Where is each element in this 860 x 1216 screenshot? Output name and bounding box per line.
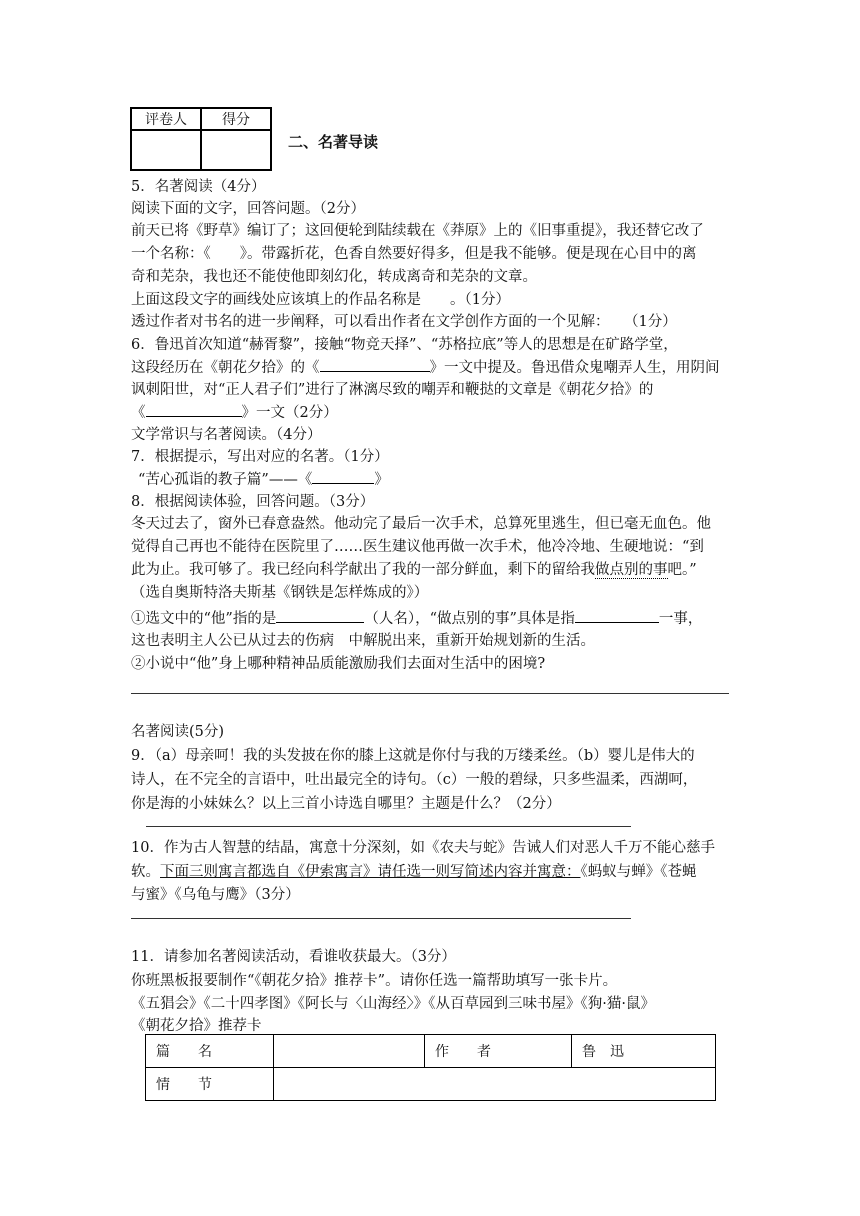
recommend-card	[145, 1034, 716, 1101]
q10-text: 《蚂蚁与蝉》《苍蝇	[580, 864, 697, 880]
q11-line: 《五猖会》《二十四孝图》《阿长与〈山海经〉》《从百草园到三味书屋》《狗·猫·鼠》	[131, 996, 655, 1012]
q5-passage-line: 一个名称：《 》。带露折花，色香自然要好得多，但是我不能够。便是现在心目中的离	[131, 246, 697, 262]
q5-passage-line: 奇和芜杂，我也还不能使他即刻幻化，转成离奇和芜杂的文章。	[131, 269, 537, 285]
q8-passage-line: 冬天过去了，窗外已春意盎然。他动完了最后一次手术，总算死里逃生，但已毫无血色。他	[131, 516, 711, 532]
q8-text: 吧。”	[667, 562, 697, 578]
q8-text: （人名），“做点别的事”具体是指	[364, 611, 575, 627]
q6-line	[131, 357, 720, 378]
answer-line[interactable]	[131, 918, 631, 919]
card-author-value: 鲁 迅	[572, 1035, 716, 1068]
q8-source: （选自奥斯特洛夫斯基《钢铁是怎样炼成的》）	[131, 585, 429, 601]
q8-text: 此为止。我可够了。我已经向科学献出了我的一部分鲜血，剩下的留给我	[131, 562, 595, 578]
q10-line: 与蜜》《乌龟与鹰》（3分）	[131, 887, 300, 903]
section-title: 二、名著导读	[288, 133, 379, 151]
q5-passage-line: 前天已将《野草》编订了；这回便轮到陆续载在《莽原》上的《旧事重提》，我还替它改了	[131, 223, 704, 239]
q10-line: 10．作为古人智慧的结晶，寓意十分深刻，如《农夫与蛇》告诫人们对恶人千万不能心慈手	[131, 840, 715, 856]
answer-blank[interactable]	[320, 357, 430, 372]
q5-sub2: 透过作者对书名的进一步阐释，可以看出作者在文学创作方面的一个见解： （1分）	[131, 314, 677, 330]
q8-passage-line: 觉得自己再也不能待在医院里了……医生建议他再做一次手术，他冷冷地、生硬地说：“到	[131, 539, 704, 555]
q7-hint	[138, 469, 389, 490]
q5-sub1: 上面这段文字的画线处应该填上的作品名称是 。（1分）	[131, 292, 510, 308]
reviewer-header: 评卷人	[131, 108, 201, 130]
q8-question: 8．根据阅读体验，回答问题。（3分）	[131, 494, 375, 510]
q6-line	[131, 402, 338, 423]
q10-text: 软。	[131, 864, 160, 880]
q6-line: 讽刺阳世，对“正人君子们”进行了淋漓尽致的嘲弄和鞭挞的文章是《朝花夕拾》的	[131, 382, 654, 398]
score-header: 得分	[201, 108, 271, 130]
card-author-label: 作 者	[425, 1035, 572, 1068]
card-title-label: 篇 名	[146, 1035, 274, 1068]
answer-blank[interactable]	[312, 469, 374, 484]
score-cell[interactable]	[201, 130, 271, 170]
q9-line: 诗人，在不完全的言语中，吐出最完全的诗句。（c）一般的碧绿，只多些温柔，西湖呵，	[131, 772, 698, 788]
q8-dotted-phrase: 做点别的事	[595, 562, 668, 578]
q5-header: 5．名著阅读（4分）	[131, 179, 266, 195]
q11-header: 11．请参加名著阅读活动，看谁收获最大。（3分）	[131, 949, 456, 965]
q6-text: 《	[131, 405, 146, 421]
q6-text: 》一文中提及。鲁迅借众鬼嘲弄人生，用阴间	[429, 360, 720, 376]
answer-blank[interactable]	[276, 608, 364, 623]
q8-text: 一事，	[658, 611, 703, 627]
q9-header: 名著阅读(5分)	[131, 724, 225, 740]
card-title-value[interactable]	[274, 1035, 425, 1068]
q8-passage-line	[131, 560, 697, 580]
card-title: 《朝花夕拾》推荐卡	[131, 1018, 262, 1034]
answer-line[interactable]	[131, 693, 729, 694]
answer-blank[interactable]	[575, 608, 659, 623]
q10-underlined-text: 下面三则寓言都选自《伊索寓言》请任选一则写简述内容并寓意：	[160, 864, 581, 880]
q8-text: ①选文中的“他”指的是	[131, 611, 277, 627]
answer-blank[interactable]	[146, 402, 242, 417]
card-plot-value[interactable]	[274, 1068, 716, 1101]
lit-header: 文学常识与名著阅读。（4分）	[131, 427, 322, 443]
q9-line: 你是海的小妹妹么？以上三首小诗选自哪里？主题是什么？（2分）	[131, 796, 561, 812]
q5-instruction: 阅读下面的文字，回答问题。（2分）	[131, 201, 365, 217]
q11-line: 你班黑板报要制作“《朝花夕拾》推荐卡”。请你任选一篇帮助填写一张卡片。	[131, 973, 618, 989]
card-plot-label: 情 节	[146, 1068, 274, 1101]
score-table	[130, 107, 272, 171]
q6-text: 》一文（2分）	[241, 405, 338, 421]
q6-line: 6．鲁迅首次知道“赫胥黎”，接触“物竞天择”、“苏格拉底”等人的思想是在矿路学堂，	[131, 337, 678, 353]
reviewer-cell[interactable]	[131, 130, 201, 170]
q8-sub2: ②小说中“他”身上哪种精神品质能激励我们去面对生活中的困境?	[131, 656, 546, 672]
q7-question: 7．根据提示，写出对应的名著。（1分）	[131, 449, 389, 465]
q10-line	[131, 862, 697, 882]
q8-sub1	[131, 608, 702, 629]
q7-hint-text: “苦心孤诣的教子篇”——《	[138, 472, 313, 488]
q9-line: 9．（a）母亲呵！我的头发披在你的膝上这就是你付与我的万缕柔丝。（b）婴儿是伟大的	[131, 748, 695, 764]
q6-text: 这段经历在《朝花夕拾》的《	[131, 360, 320, 376]
answer-line[interactable]	[146, 826, 631, 827]
q7-hint-text: 》	[374, 472, 389, 488]
q8-sub1-cont: 这也表明主人公已从过去的伤病 中解脱出来，重新开始规划新的生活。	[131, 633, 595, 649]
